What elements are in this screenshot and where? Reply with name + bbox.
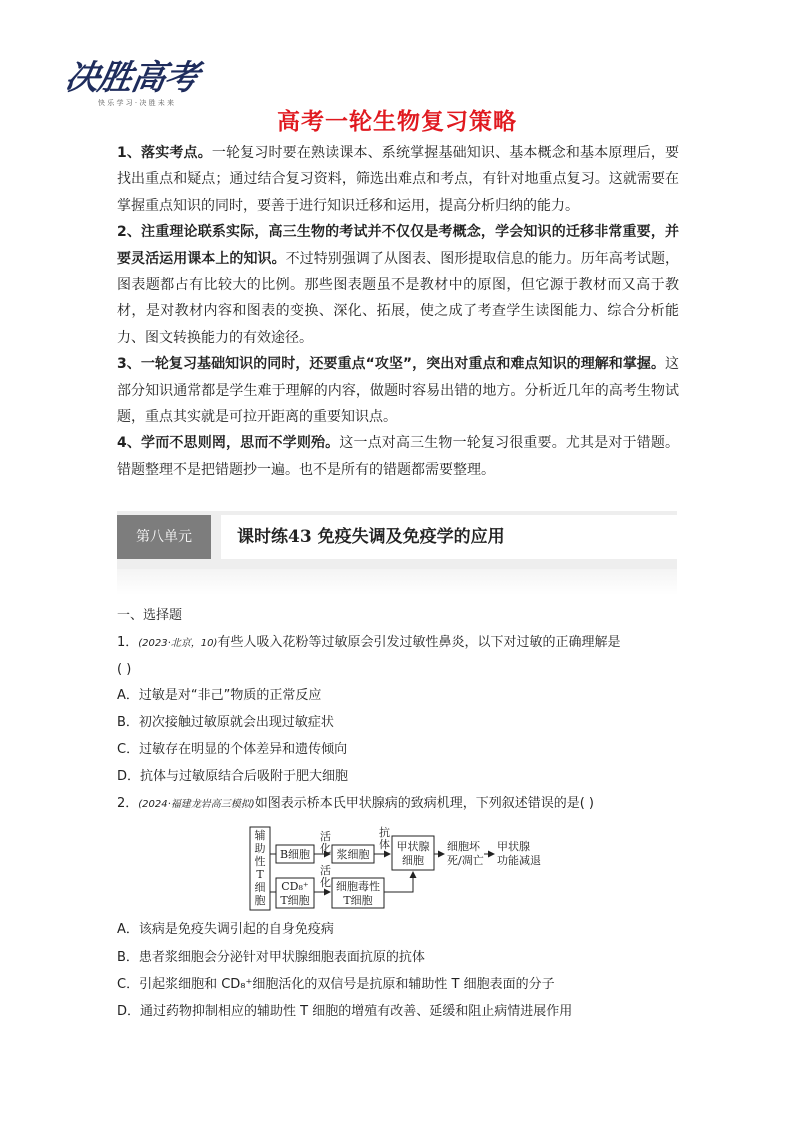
thyroid-cell-line-1: 甲状腺 xyxy=(396,840,430,853)
activate-1-char-2: 化 xyxy=(320,842,331,855)
damage-line-2: 死/凋亡 xyxy=(447,854,484,867)
question-1-option-a: A．过敏是对“非己”物质的正常反应 xyxy=(117,688,322,703)
intro-lead-4: 4、学而不思则罔，思而不学则殆。 xyxy=(117,435,340,452)
question-1-blank: ( ) xyxy=(117,662,132,677)
question-1-option-b: B．初次接触过敏原就会出现过敏症状 xyxy=(117,715,334,730)
cd8-cell-line-2: T细胞 xyxy=(280,894,310,907)
cytotoxic-t-line-2: T细胞 xyxy=(343,894,373,907)
helper-t-char-4: T xyxy=(256,868,264,881)
activate-1-char-1: 活 xyxy=(320,830,331,843)
result-line-1: 甲状腺 xyxy=(497,840,530,853)
pathogenesis-diagram xyxy=(248,826,558,912)
question-2-option-b: B．患者浆细胞会分泌针对甲状腺细胞表面抗原的抗体 xyxy=(117,950,425,965)
question-1-option-c: C．过敏存在明显的个体差异和遗传倾向 xyxy=(117,742,348,757)
intro-body-3: 这部分知识通常都是学生难于理解的内容，做题时容易出错的地方。分析近几年的高考生物试题，重点其实就是可拉开距离的重要知识点。 xyxy=(117,356,679,426)
page-title: 高考一轮生物复习策略 xyxy=(277,109,517,135)
section-heading: 一、选择题 xyxy=(117,608,183,623)
question-1-number: 1． xyxy=(117,635,139,650)
intro-paragraph-3 xyxy=(117,351,679,430)
antibody-char-1: 抗 xyxy=(379,826,390,839)
plasma-cell-label: 浆细胞 xyxy=(336,848,370,861)
activate-2-char-2: 化 xyxy=(320,876,331,889)
helper-t-char-5: 细 xyxy=(254,881,266,894)
question-1-stem xyxy=(117,634,679,653)
diagram-svg xyxy=(248,826,558,912)
question-2-number: 2． xyxy=(117,796,139,811)
question-1-source: (2023·北京，10) xyxy=(138,638,218,649)
intro-paragraph-4 xyxy=(117,430,679,483)
unit-banner xyxy=(117,511,677,567)
result-line-2: 功能减退 xyxy=(497,854,541,867)
thyroid-cell-line-2: 细胞 xyxy=(402,854,424,867)
intro-section xyxy=(117,140,679,483)
cytotoxic-t-line-1: 细胞毒性 xyxy=(336,880,380,893)
b-cell-label: B细胞 xyxy=(279,848,311,861)
helper-t-char-2: 助 xyxy=(254,842,266,855)
logo-subtitle: 快 乐 学 习 · 决 胜 未 来 xyxy=(98,99,175,107)
question-2-source: (2024·福建龙岩高三模拟) xyxy=(138,799,255,810)
question-2-option-d: D．通过药物抑制相应的辅助性 T 细胞的增殖有改善、延缓和阻止病情进展作用 xyxy=(117,1004,573,1019)
helper-t-char-6: 胞 xyxy=(254,894,266,907)
question-1-option-d: D．抗体与过敏原结合后吸附于肥大细胞 xyxy=(117,769,349,784)
question-2-option-a: A．该病是免疫失调引起的自身免疫病 xyxy=(117,922,334,937)
lesson-title: 课时练43 免疫失调及免疫学的应用 xyxy=(221,515,677,559)
intro-body-4: 这一点对高三生物一轮复习很重要。尤其是对于错题。错题整理不是把错题抄一遍。也不是所有的错题都需要整理。 xyxy=(117,435,679,478)
helper-t-char-3: 性 xyxy=(254,855,266,868)
intro-body-1: 一轮复习时要在熟读课本、系统掌握基础知识、基本概念和基本原理后，要找出重点和疑点；通过结合复习资料，筛选出难点和考点，有针对地重点复习。这就需要在掌握重点知识的同时，要善于进行知识迁移和运用，提高分析归纳的能力。 xyxy=(117,145,680,214)
question-1-text: 有些人吸入花粉等过敏原会引发过敏性鼻炎，以下对过敏的正确理解是 xyxy=(217,635,621,650)
activate-2-char-1: 活 xyxy=(320,864,331,877)
question-2-stem xyxy=(117,795,679,814)
intro-lead-2: 2、注重理论联系实际，高三生物的考试并不仅仅是考概念，学会知识的迁移非常重要，并要灵活运用课本上的知识。 xyxy=(117,224,679,267)
damage-line-1: 细胞坏 xyxy=(447,840,480,853)
unit-tag: 第八单元 xyxy=(117,515,211,559)
cd8-cell-line-1: CD₈⁺ xyxy=(281,880,309,893)
question-2-option-c: C．引起浆细胞和 CD₈⁺细胞活化的双信号是抗原和辅助性 T 细胞表面的分子 xyxy=(117,977,555,992)
intro-paragraph-2 xyxy=(117,219,679,351)
intro-lead-1: 1、落实考点。 xyxy=(117,145,212,161)
intro-body-2: 不过特别强调了从图表、图形提取信息的能力。历年高考试题，图表题都占有比较大的比例。那些图表题虽不是教材中的原图，但它源于教材而又高于教材，是对教材内容和图表的变换、深化、拓展，使之成了考查学生读图能力、综合分析能力、图文转换能力的有效途径。 xyxy=(117,250,680,346)
helper-t-char-1: 辅 xyxy=(254,829,266,842)
intro-paragraph-1 xyxy=(117,140,679,219)
arrow-ctl-thyroid xyxy=(384,872,413,892)
antibody-char-2: 体 xyxy=(379,838,390,851)
banner-stripe xyxy=(117,569,677,595)
question-2-text: 如图表示桥本氏甲状腺病的致病机理，下列叙述错误的是( ) xyxy=(254,796,594,811)
intro-lead-3: 3、一轮复习基础知识的同时，还要重点“攻坚”，突出对重点和难点知识的理解和掌握。 xyxy=(117,356,665,373)
logo-text: 决胜高考 xyxy=(61,58,201,98)
